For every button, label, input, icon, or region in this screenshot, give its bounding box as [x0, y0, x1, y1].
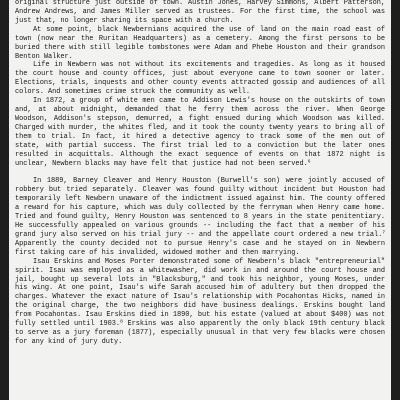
- paragraph: [15, 177, 385, 257]
- document-page: [9, 0, 391, 400]
- paragraph-text: Isau Erskins and Moses Porter demonstrated some of Newbern's black "entrepreneurial" spirit. Isau was employed as a whitewasher, did work in and around the court house and jail, bought up several lots in "Blacksburg," and took his neighbor, young Moses, under his wing. At one point, Isau's wife Sarah accused him of adultery but then dropped the charges. Whatever the exact nature of Isau's relationship with Pocahontas Hicks, named in the original charge, the two neighbors did have business dealings. Erskins bought land from Pocahontas. Isau Erskins died in 1890, but his estate (valued at about $400) was not fully settled until 1903.: [15, 257, 385, 329]
- footnote-reference: 6: [307, 159, 311, 165]
- paragraph: [15, 61, 385, 97]
- footnote-reference: 8: [120, 319, 123, 325]
- paragraph-text: Life in Newbern was not without its excitements and tragedies. As long as it housed the court house and county offices, just about everyone came to town sooner or later. Elections, trials, inquests and other county events attracted gossip and audiences of all colors. And sometimes crime struck the community as well.: [15, 61, 385, 97]
- paragraph: [15, 26, 385, 62]
- paragraph-text: original structure just outside of town. Austin Jones, Harvey Simmons, Albert Patterson, Andrew Andrews, and James Miller served as trustees. For the first time, the school was just that, no longer sharing its space with a church.: [15, 0, 385, 25]
- paragraph-text: In 1889, Barney Cleaver and Henry Houston (Burwell's son) were jointly accused of robbery but tried separately. Cleaver was found guilty without incident but Houston had temporarily left Newbern unaware of the indictment issued against him. The county offered a reward for his capture, which was duly collected by the ferryman when Henry came home. Tried and found guilty, Henry Houston was sentenced to 8 years in the state penitentiary. He successfully appealed on various grounds -- including the fact that a member of his grand jury also served on his trial jury -- and the appellate court ordered a new trial.: [15, 177, 385, 239]
- paragraph: [15, 0, 385, 26]
- paragraph-gap: [15, 169, 385, 178]
- footnote-reference: 7: [382, 230, 385, 236]
- paragraph: [15, 97, 385, 168]
- paragraph-text-continued: Erskins was also apparently the only black 19th century black to serve as a jury foreman (1877), especially unusual in that very few blacks were chosen for any kind of jury duty.: [15, 320, 385, 346]
- paragraph-text-continued: Apparently the county decided not to pursue Henry's case and he stayed on in Newbern first taking care of his invalided, widowed mother and then marrying.: [15, 239, 385, 257]
- document-body: [15, 0, 385, 347]
- paragraph-text: At some point, black Newbernians acquired the use of land on the main road east of town (now near the Ruritan Headquarters) as a cemetery. Among the first persons to be buried there with still legible tombstones were Adam and Phebe Houston and their grandson Benton Walker.: [15, 25, 385, 61]
- paragraph: [15, 258, 385, 347]
- paragraph-text: In 1872, a group of white men came to Addison Lewis's house on the outskirts of town and, at about midnight, demanded that he ferry them across the river. When George Woodson, Addison's stepson, demurred, a fight ensued during which Woodson was killed. Charged with murder, the whites fled, and it took the county twenty years to bring all of them to trial. In fact, it hired a detective agency to track some of the men out of state, with partial success. The first trial led to a conviction but the later ones resulted in acquittals. Although the exact sequence of events on that 1872 night is unclear, Newbern blacks may have felt that justice had not been served.: [15, 97, 385, 168]
